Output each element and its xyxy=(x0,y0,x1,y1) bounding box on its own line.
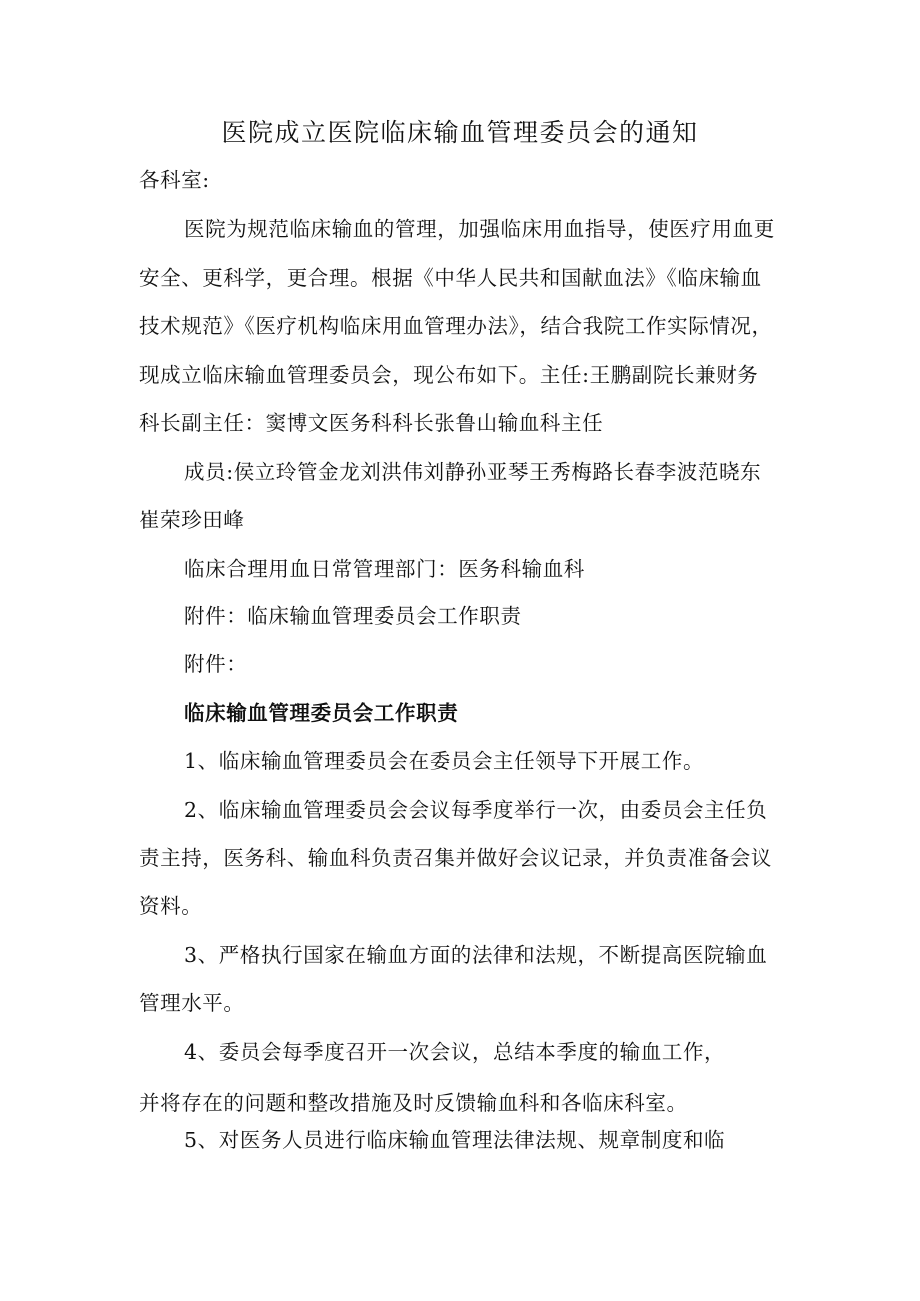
members-line-2: 崔荣珍田峰 xyxy=(139,508,245,532)
paragraph-1-line-1: 医院为规范临床输血的管理，加强临床用血指导，使医疗用血更 xyxy=(184,217,775,241)
paragraph-1-line-3: 技术规范》《医疗机构临床用血管理办法》，结合我院工作实际情况， xyxy=(139,314,773,338)
attachment-label: 附件： xyxy=(184,652,248,676)
item-2-line-1: 2、临床输血管理委员会会议每季度举行一次，由委员会主任负 xyxy=(184,798,768,822)
item-4-line-1: 4、委员会每季度召开一次会议，总结本季度的输血工作， xyxy=(184,1040,726,1064)
members-line-1: 成员:侯立玲管金龙刘洪伟刘静孙亚琴王秀梅路长春李波范晓东 xyxy=(184,460,762,484)
attachment-reference: 附件：临床输血管理委员会工作职责 xyxy=(184,604,522,628)
item-3-line-1: 3、严格执行国家在输血方面的法律和法规，不断提高医院输血 xyxy=(184,943,768,967)
item-5-line-1: 5、对医务人员进行临床输血管理法律法规、规章制度和临 xyxy=(184,1128,726,1152)
paragraph-1-line-4: 现成立临床输血管理委员会，现公布如下。主任:王鹏副院长兼财务 xyxy=(139,363,759,387)
item-1: 1、临床输血管理委员会在委员会主任领导下开展工作。 xyxy=(184,749,705,773)
document-title: 医院成立医院临床输血管理委员会的通知 xyxy=(221,118,699,147)
daily-management-dept: 临床合理用血日常管理部门：医务科输血科 xyxy=(184,557,585,581)
paragraph-1-line-2: 安全、更科学，更合理。根据《中华人民共和国献血法》《临床输血 xyxy=(139,266,762,290)
item-4-line-2: 并将存在的问题和整改措施及时反馈输血科和各临床科室。 xyxy=(139,1091,688,1115)
salutation: 各科室: xyxy=(139,168,210,192)
paragraph-1-line-5: 科长副主任：窦博文医务科科长张鲁山输血科主任 xyxy=(139,411,604,435)
item-3-line-2: 管理水平。 xyxy=(139,991,245,1015)
section-heading: 临床输血管理委员会工作职责 xyxy=(184,701,459,725)
item-2-line-2: 责主持，医务科、输血科负责召集并做好会议记录，并负责准备会议 xyxy=(139,846,772,870)
item-2-line-3: 资料。 xyxy=(139,894,203,918)
